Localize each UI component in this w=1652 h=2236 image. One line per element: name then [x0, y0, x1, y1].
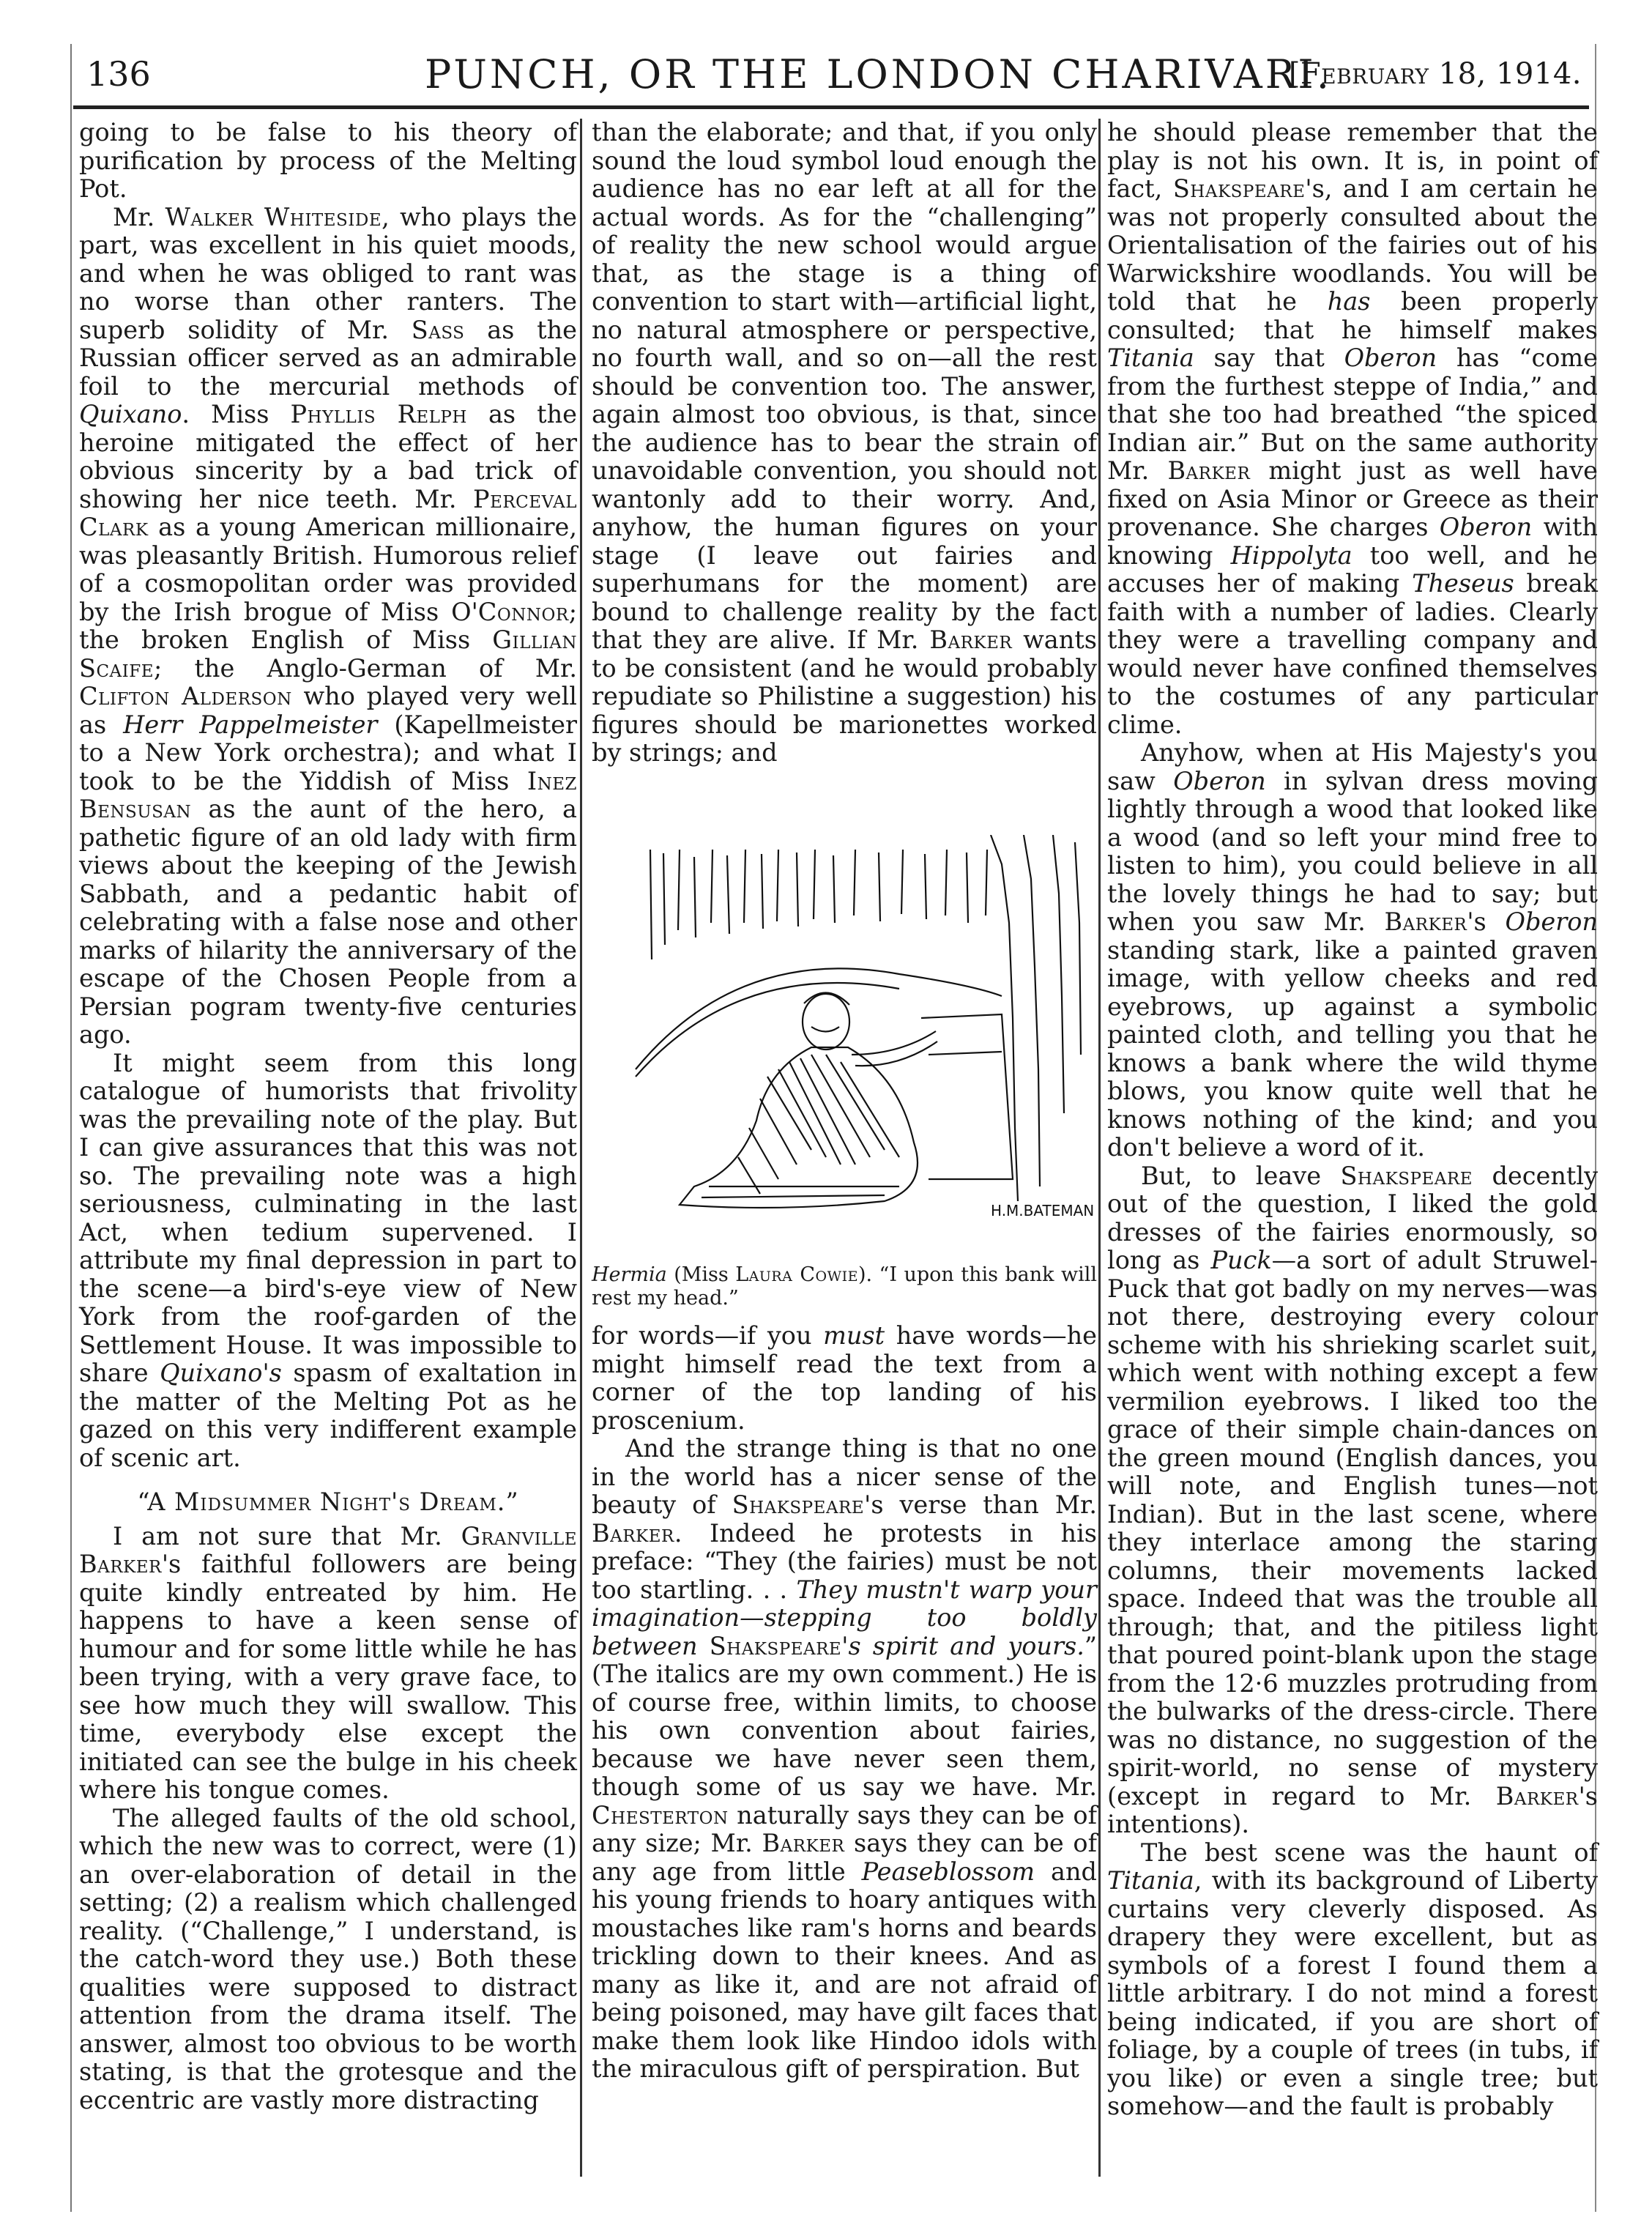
page-number: 136 [86, 54, 151, 94]
illustration-signature: H.M.BATEMAN [991, 1202, 1095, 1219]
paragraph: It might seem from this long catalogue of humorists that frivolity was the prevailing note of the play. But I can give assurances that this was not so. The prevailing note was a high seriousness, culminating in the last Act, when tedium supervened. I attribute my final depression in part to the scene—a bird's-eye view of New York from the roof-garden of the Settlement House. It was impossible to share Quixano's spasm of exaltation in the matter of the Melting Pot as he gazed on this very indifferent example of scenic art. [79, 1048, 577, 1472]
hermia-illustration [592, 835, 1097, 1260]
actor-name: Barker [762, 1829, 845, 1857]
column-2-top [592, 119, 1097, 822]
actor-name: Chesterton [592, 1800, 729, 1830]
page-header [73, 51, 1589, 103]
column-rule [580, 119, 582, 2177]
actor-name: Barker [592, 1518, 674, 1548]
paragraph: for words—if you must have words—he might himself read the text from a corner of the top landing of his proscenium. [592, 1321, 1097, 1435]
actor-name: Inez Bensusan [79, 766, 577, 823]
section-heading: “A Midsummer Night's Dream.” [137, 1487, 519, 1516]
paragraph: Mr. Walker Whiteside, who plays the part, was excellent in his quiet moods, and when he was obliged to rant was no worse than other ranters. The superb solidity of Mr. Sass as the Russian officer served as an admirable foil to the mercurial methods of Quixano. Miss Phyllis Relph as the heroine mitigated the effect of her obvious sincerity by a bad trick of showing her nice teeth. Mr. Perceval Clark as a young American millionaire, was pleasantly British. Humorous relief of a cosmopolitan order was provided by the Irish brogue of Miss O'Connor; the broken English of Miss Gillian Scaife; the Anglo-German of Mr. Clifton Alderson who played very well as Herr Pappelmeister (Kapellmeister to a New York orchestra); and what I took to be the Yiddish of Miss Inez Bensusan as the aunt of the hero, a pathetic figure of an old lady with firm views about the keeping of the Jewish Sabbath, and a pedantic habit of celebrating with a false nose and other marks of hilarity the anniversary of the escape of the Chosen People from a Persian pogram twenty-five centuries ago. [79, 202, 578, 1049]
actor-name: Shakspeare [709, 1631, 842, 1660]
actor-name: Barker [1495, 1781, 1579, 1810]
illustration-caption: Hermia (Miss Laura Cowie). “I upon this bank will rest my head.” [592, 1263, 1097, 1310]
column-rule [1098, 119, 1101, 2177]
paragraph: The alleged faults of the old school, which the new was to correct, were (1) an over-elaboration of detail in the setting; (2) a realism which challenged reality. (“Challenge,” I understand, is the catch-word they use.) Both these qualities were supposed to distract attention from the drama itself. The answer, almost too obvious to be worth stating, is that the grotesque and the eccentric are vastly more distracting [79, 1803, 577, 2114]
paragraph: than the elaborate; and that, if you only sound the loud symbol loud enough the audience has no ear left at all for the actual words. As for the “challenging” of reality the new school would argue that, as the stage is a thing of convention to start with—artificial light, no natural atmosphere or perspective, no fourth wall, and so on—all the rest should be convention too. The answer, again almost too obvious, is that, since the audience has to bear the strain of unavoidable convention, you should not wantonly add to their worry. And, anyhow, the human figures on your stage (I leave out fairies and superhumans for the moment) are bound to challenge reality by the fact that they are alive. If Mr. Barker wants to be consistent (and he would probably repudiate so Philistine a suggestion) his figures should be marionettes worked by strings; and [592, 118, 1097, 767]
paragraph: I am not sure that Mr. Granville Barker's faithful followers are being quite kindly entreated by him. He happens to have a keen sense of humour and for some little while he has been trying, with a very grave face, to see how much they will swallow. This time, everybody else except the initiated can see the bulge in his cheek where his tongue comes. [79, 1521, 577, 1804]
actor-name: Barker [929, 625, 1013, 654]
actor-name: Gillian Scaife [79, 625, 577, 683]
paragraph: The best scene was the haunt of Titania, with its background of Liberty curtains very cleverly disposed. As drapery they were excellent, but as symbols of a forest I found them a little arbitrary. I do not mind a forest being indicated, if you are short of foliage, by a couple of trees (in tubs, if you like) or even a single tree; but somehow—and the fault is probably [1107, 1838, 1598, 2120]
actor-name: Shakspeare [1172, 174, 1306, 203]
actor-name: Perceval Clark [79, 484, 577, 541]
actor-name: Shakspeare [732, 1490, 865, 1519]
column-3 [1107, 119, 1598, 2199]
actor-name: Walker Whiteside [165, 202, 382, 231]
column-1 [79, 119, 577, 2199]
actor-name: Shakspeare [1340, 1161, 1473, 1190]
actor-name: Connor [477, 597, 569, 626]
header-rule [73, 105, 1589, 109]
paragraph: going to be false to his theory of purification by process of the Melting Pot. [79, 118, 577, 203]
actor-name: Sass [411, 315, 465, 344]
paragraph: And the strange thing is that no one in the world has a nicer sense of the beauty of Shakspeare's verse than Mr. Barker. Indeed he protests in his preface: “They (the fairies) must be not too startling. . . They mustn't warp your imagination—stepping too boldly between Shakspeare's spirit and yours.” (The italics are my own comment.) He is of course free, within limits, to choose his own convention about fairies, because we have never seen them, though some of us say we have. Mr. Chesterton naturally says they can be of any size; Mr. Barker says they can be of any age from little Peaseblossom and his young friends to hoary antiques with moustaches like ram's horns and beards trickling down to their knees. And as many as like it, and are not afraid of being poisoned, may have gilt faces that make them look like Hindoo idols with the miraculous gift of perspiration. But [592, 1434, 1097, 2083]
actor-name: Clifton Alderson [79, 682, 292, 710]
paragraph: he should please remember that the play is not his own. It is, in point of fact, Shakspeare's, and I am certain he was not properly consulted about the Orientalisation of the fairies out of his Warwickshire woodlands. You will be told that he has been properly consulted; that he himself makes Titania say that Oberon has “come from the furthest steppe of India,” and that she too had breathed “the spiced Indian air.” But on the same authority Mr. Barker might just as well have fixed on Asia Minor or Greece as their provenance. She charges Oberon with knowing Hippolyta too well, and he accuses her of making Theseus break faith with a number of ladies. Clearly they were a travelling company and would never have confined themselves to the costumes of any particular clime. [1107, 118, 1598, 739]
actor-name: Granville Barker [79, 1521, 577, 1578]
paragraph: But, to leave Shakspeare decently out of the question, I liked the gold dresses of the fairies enormously, so long as Puck—a sort of adult Struwel-Puck that got badly on my nerves—was not there, destroying every colour scheme with his shrieking scarlet suit, which went with nothing except a few vermilion eyebrows. I liked too the grace of their simple chain-dances on the green mound (English dances, you will note, and English tunes—not Indian). But in the last scene, where they interlace among the staring columns, their movements lacked space. Indeed that was the trouble all through; that, and the pitiless light that poured point-blank upon the stage from the 12·6 muzzles protruding from the bulwarks of the dress-circle. There was no distance, no suggestion of the spirit-world, no sense of mystery (except in regard to Mr. Barker's intentions). [1107, 1161, 1598, 1838]
actor-name: Barker [1384, 907, 1467, 936]
issue-date: [February 18, 1914. [1288, 57, 1582, 91]
paragraph: Anyhow, when at His Majesty's you saw Oberon in sylvan dress moving lightly through a wood that looked like a wood (and so left your mind free to listen to him), you could believe in all the lovely things he had to say; but when you saw Mr. Barker's Oberon standing stark, like a painted graven image, with yellow cheeks and red eyebrows, up against a symbolic painted cloth, and telling you that he knows a bank where the wild thyme blows, you know quite well that he knows nothing of the kind; and you don't believe a word of it. [1107, 738, 1598, 1162]
actor-name: Phyllis Relph [290, 400, 467, 428]
actor-name: Barker [1167, 456, 1251, 485]
masthead: PUNCH, OR THE LONDON CHARIVARI. [425, 51, 1332, 97]
column-2-bottom [592, 1322, 1097, 2084]
